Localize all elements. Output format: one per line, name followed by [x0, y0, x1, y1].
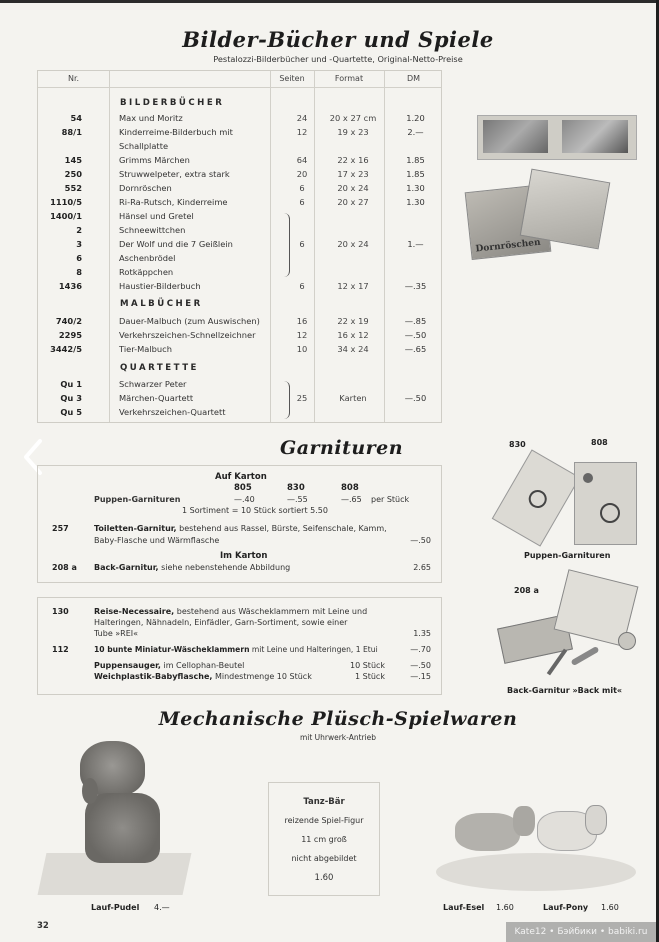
watermark: Kate12 • Бэйбики • babiki.ru — [506, 922, 656, 942]
sortiment-note: 1 Sortiment = 10 Stück sortiert 5.50 — [182, 506, 328, 515]
garnituren-table: Auf Karton 805 830 808 Puppen-Garnituren —.40 —.55 —.65 per Stück 1 Sortiment = 10 Stück sortiert 5.50 257 Toiletten-Garnitur, bestehend aus Rassel, Bürste, Seifenschale, Kamm, Baby-Flasche und Wärmflasche —.50 Im Karton 208 a Back-Garnitur, siehe nebenstehende Abbildung 2.65 — [37, 465, 442, 583]
pony-price: 1.60 — [601, 903, 619, 912]
item-number: 208 a — [52, 563, 77, 572]
tanz-baer-info-box — [268, 782, 380, 896]
auf-karton-heading: Auf Karton — [215, 472, 267, 482]
puppen-caption: Puppen-Garnituren — [524, 551, 611, 560]
books-price-table — [37, 70, 442, 423]
page-number: 32 — [37, 921, 49, 931]
lauf-esel-head-image — [513, 806, 535, 836]
item-number: 257 — [52, 524, 69, 533]
pudel-price: 4.— — [154, 903, 170, 912]
puppen-garnituren-label: Puppen-Garnituren — [94, 495, 181, 504]
table-row: 145 Grimms Märchen 64 22 x 16 1.85 — [64, 155, 425, 165]
table-row: 1400/1 Hänsel und Gretel — [50, 211, 194, 221]
toilette-desc: Baby-Flasche und Wärmflasche — [94, 536, 220, 545]
table-row: 88/1 Kinderreime-Bilderbuch mit 12 19 x 23 2.— — [61, 127, 424, 137]
pony-name: Lauf-Pony — [543, 903, 589, 912]
lauf-esel-image — [455, 813, 520, 851]
table-row: 2295 Verkehrszeichen-Schnellzeichner 12 16 x 12 —.50 — [58, 330, 427, 340]
table-row: 1436 Haustier-Bilderbuch 6 12 x 17 —.35 — [58, 281, 427, 291]
section-title-quartette: QUARTETTE — [120, 363, 199, 373]
back-price: 2.65 — [413, 563, 431, 572]
col-header-seiten: Seiten — [279, 74, 305, 83]
mechanical-toys-title: Mechanische Plüsch-Spielwaren — [158, 708, 518, 730]
aschenbroedel-book-image — [520, 169, 611, 250]
table-row: Qu 1 Schwarzer Peter — [60, 379, 187, 389]
dornroeschen-book-image: Dornröschen — [465, 184, 552, 260]
rolling-pin-image — [571, 646, 600, 666]
catalog-page — [0, 3, 656, 942]
baking-tin-image — [618, 632, 636, 650]
page-subtitle: Pestalozzi-Bilderbücher und -Quartette, Original-Netto-Preise — [213, 54, 463, 64]
table-row: 8 Rotkäppchen — [76, 267, 174, 277]
table-row: 3 Der Wolf und die 7 Geißlein 6 20 x 24 1.— — [76, 239, 424, 249]
puppen-garnitur-830-image — [492, 449, 580, 546]
esel-pony-base-shadow — [436, 853, 636, 891]
table-row: 740/2 Dauer-Malbuch (zum Auswischen) 16 22 x 19 —.85 — [55, 316, 427, 326]
im-karton-heading: Im Karton — [220, 551, 268, 561]
tanz-baer-size: 11 cm groß — [301, 835, 347, 844]
reise-desc: Halteringen, Nähnadeln, Einfädler, Garn-Sortiment, sowie einer — [94, 618, 348, 627]
tanz-baer-price: 1.60 — [314, 873, 334, 883]
table-row: Qu 3 Märchen-Quartett 25 Karten —.50 — [60, 393, 427, 403]
section-title-bilderbuecher: BILDERBÜCHER — [120, 98, 225, 108]
esel-name: Lauf-Esel — [443, 903, 485, 912]
table-row: Schallplatte — [119, 141, 169, 151]
table-row: 3442/5 Tier-Malbuch 10 34 x 24 —.65 — [50, 344, 427, 354]
pudel-body-image — [85, 793, 160, 863]
brace-divider — [282, 381, 290, 419]
table-row: 250 Struwwelpeter, extra stark 20 17 x 23 1.85 — [64, 169, 425, 179]
klammern-price: —.70 — [410, 645, 431, 654]
sauger-price: —.50 — [410, 661, 431, 670]
puppen-garnitur-808-image — [574, 462, 637, 545]
col-header-dm: DM — [406, 74, 421, 83]
flasche-qty: 1 Stück — [355, 672, 385, 681]
tanz-baer-desc: reizende Spiel-Figur — [284, 816, 364, 825]
misc-items-table: 130 Reise-Necessaire, bestehend aus Wäscheklammern mit Leine und Halteringen, Nähnadeln, Einfädler, Garn-Sortiment, sowie einer Tube »REI« 1.35 112 10 bunte Miniatur-Wäscheklammern mit Leine und Halteringen, 1 Etui —.70 Puppensauger, im Cellophan-Beutel 10 Stück —.50 Weichplastik-Babyflasche, Mindestmenge 10 Stück 1 Stück —.15 — [37, 597, 442, 695]
item-number: 112 — [52, 645, 69, 654]
price-808: —.65 — [341, 495, 362, 504]
code-805: 805 — [234, 483, 252, 493]
table-row: 2 Schneewittchen — [76, 225, 186, 235]
label-830: 830 — [509, 440, 526, 449]
table-row: 552 Dornröschen 6 20 x 24 1.30 — [64, 183, 425, 193]
tanz-baer-note: nicht abgebildet — [291, 854, 357, 863]
picture-book-spread-image — [477, 115, 637, 160]
sauger-qty: 10 Stück — [350, 661, 386, 670]
reise-price: 1.35 — [413, 629, 431, 638]
garnituren-title: Garnituren — [280, 437, 404, 459]
table-row: 1110/5 Ri-Ra-Rutsch, Kinderreime 6 20 x 27 1.30 — [50, 197, 425, 207]
pudel-tail-image — [82, 778, 98, 804]
col-header-nr: Nr. — [67, 74, 80, 83]
table-row: Qu 5 Verkehrszeichen-Quartett — [60, 407, 226, 417]
col-header-format: Format — [334, 74, 364, 83]
tanz-baer-title: Tanz-Bär — [303, 797, 345, 807]
price-805: —.40 — [234, 495, 255, 504]
table-row: 6 Aschenbrödel — [76, 253, 176, 263]
table-row: 54 Max und Moritz 24 20 x 27 cm 1.20 — [70, 113, 425, 123]
mechanical-toys-subtitle: mit Uhrwerk-Antrieb — [299, 733, 377, 742]
flasche-price: —.15 — [410, 672, 431, 681]
pudel-name: Lauf-Pudel — [91, 903, 140, 912]
per-stueck-label: per Stück — [371, 495, 410, 504]
brace-divider — [282, 213, 290, 277]
item-number: 130 — [52, 607, 69, 616]
code-808: 808 — [341, 483, 359, 493]
lauf-pony-head-image — [585, 805, 607, 835]
back-garnitur-caption: Back-Garnitur »Back mit« — [507, 686, 623, 695]
code-830: 830 — [287, 483, 305, 493]
toilette-price: —.50 — [410, 536, 431, 545]
reise-desc: Tube »REI« — [94, 629, 139, 638]
page-title: Bilder-Bücher und Spiele — [182, 27, 494, 52]
label-208a: 208 a — [514, 586, 539, 595]
label-808: 808 — [591, 438, 608, 447]
price-830: —.55 — [287, 495, 308, 504]
section-title-malbuecher: MALBÜCHER — [120, 299, 203, 309]
esel-price: 1.60 — [496, 903, 514, 912]
